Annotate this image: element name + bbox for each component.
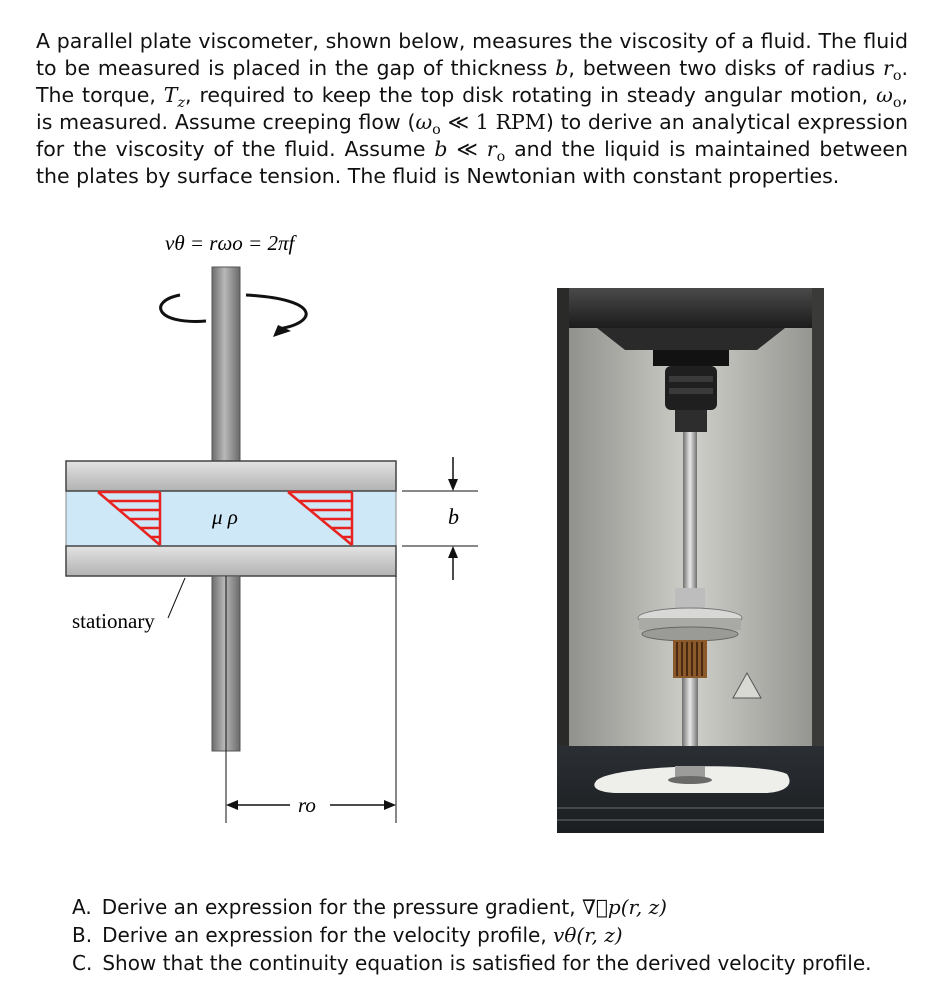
- upper-shaft: [212, 267, 240, 462]
- stationary-leader: [168, 578, 185, 618]
- radius-arrow-left-icon: [226, 800, 238, 810]
- fluid-properties: μ ρ: [212, 505, 238, 529]
- task-item-c: C. Show that the continuity equation is satisfied for the derived velocity profile.: [72, 951, 872, 975]
- viscometer-diagram: [60, 225, 480, 835]
- upper-rod: [683, 432, 697, 612]
- gap-arrow-down-icon: [448, 479, 458, 491]
- gap-label: b: [448, 504, 459, 529]
- top-disk: [66, 461, 396, 491]
- bottom-disk: [66, 546, 396, 576]
- task-list: [72, 893, 872, 977]
- stationary-label: stationary: [72, 609, 155, 633]
- rheometer-photo: [557, 288, 824, 833]
- problem-statement: A parallel plate viscometer, shown below, measures the viscosity of a fluid. The fluid to be measured is placed in the gap of thickness b, between two disks of radius $r_o$. The torque, $T_z$, required to keep the top disk rotating in steady angular motion, $\omega_o$, is measured. Assume creeping flow ($\omega_o$ ≪ 1 RPM) to derive an analytical expression for the viscosity of the fluid. Assume b ≪ $r_o$ and the liquid is maintained between the plates by surface tension. The fluid is Newtonian with constant properties.: [36, 29, 909, 188]
- radius-label: ro: [298, 793, 316, 817]
- gap-arrow-up-icon: [448, 546, 458, 558]
- task-item-a: A. Derive an expression for the pressure gradient, ∇⃗p(r, z): [72, 895, 667, 919]
- rheometer-head: [569, 288, 812, 328]
- lower-plate: [642, 627, 738, 641]
- task-item-b: B. Derive an expression for the velocity profile, vθ(r, z): [72, 923, 623, 947]
- velocity-equation: vθ = rωo = 2πf: [165, 231, 295, 255]
- radius-arrow-right-icon: [384, 800, 396, 810]
